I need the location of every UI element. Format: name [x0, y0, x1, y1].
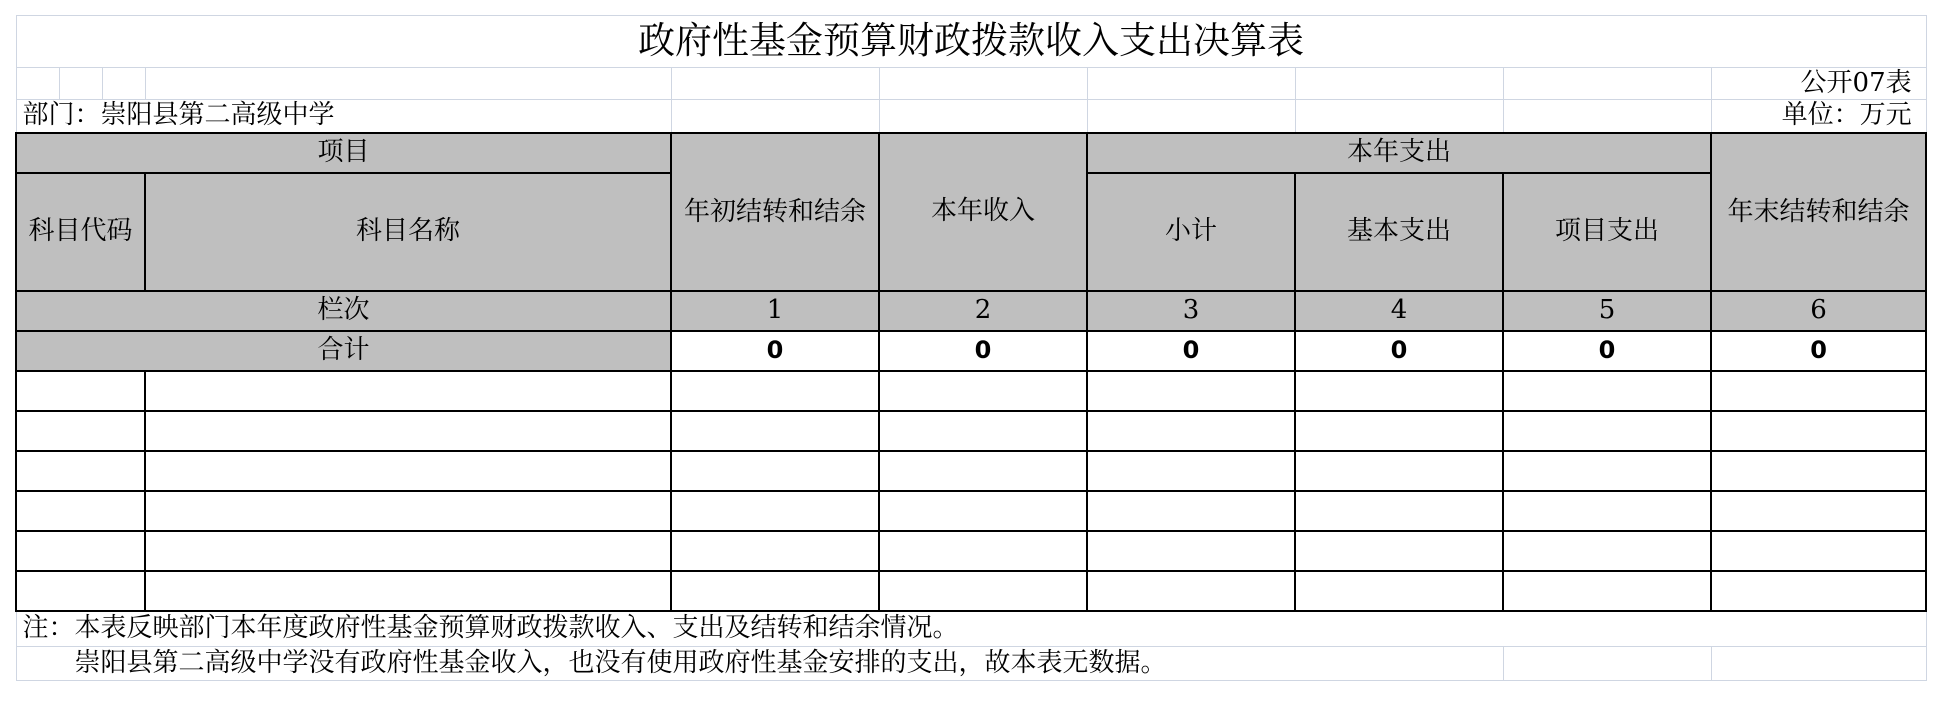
- value-cell[interactable]: [1087, 411, 1295, 451]
- empty-cell[interactable]: [1503, 647, 1711, 681]
- empty-cell[interactable]: [1087, 100, 1295, 133]
- empty-cell[interactable]: [1503, 68, 1711, 100]
- empty-cell[interactable]: [1711, 647, 1926, 681]
- value-cell[interactable]: [1295, 571, 1503, 611]
- code-cell[interactable]: [16, 571, 145, 611]
- value-cell[interactable]: [671, 491, 879, 531]
- value-cell[interactable]: [1503, 411, 1711, 451]
- name-cell[interactable]: [145, 411, 671, 451]
- table-row: [16, 531, 1926, 571]
- value-cell[interactable]: [1087, 371, 1295, 411]
- value-cell[interactable]: [1711, 411, 1926, 451]
- column-index: 5: [1503, 291, 1711, 331]
- header-code: 科目代码: [16, 173, 145, 291]
- header-expense-group: 本年支出: [1087, 133, 1711, 173]
- header-basic: 基本支出: [1295, 173, 1503, 291]
- name-cell[interactable]: [145, 371, 671, 411]
- column-index: 3: [1087, 291, 1295, 331]
- value-cell[interactable]: [1295, 371, 1503, 411]
- value-cell[interactable]: [879, 451, 1087, 491]
- value-cell[interactable]: [1711, 491, 1926, 531]
- budget-table: [15, 15, 1927, 681]
- header-name: 科目名称: [145, 173, 671, 291]
- name-cell[interactable]: [145, 491, 671, 531]
- value-cell[interactable]: [671, 451, 879, 491]
- empty-cell[interactable]: [59, 68, 102, 100]
- header-begin-balance: 年初结转和结余: [671, 133, 879, 291]
- value-cell[interactable]: [879, 491, 1087, 531]
- value-cell[interactable]: [1087, 491, 1295, 531]
- name-cell[interactable]: [145, 531, 671, 571]
- code-cell[interactable]: [16, 451, 145, 491]
- column-index: 1: [671, 291, 879, 331]
- value-cell[interactable]: [1087, 531, 1295, 571]
- empty-cell[interactable]: [1087, 68, 1295, 100]
- value-cell[interactable]: [671, 371, 879, 411]
- value-cell[interactable]: [1503, 571, 1711, 611]
- value-cell[interactable]: [671, 531, 879, 571]
- total-value[interactable]: 0: [1711, 331, 1926, 371]
- value-cell[interactable]: [1503, 531, 1711, 571]
- value-cell[interactable]: [1295, 411, 1503, 451]
- value-cell[interactable]: [1711, 451, 1926, 491]
- value-cell[interactable]: [879, 411, 1087, 451]
- column-index: 2: [879, 291, 1087, 331]
- name-cell[interactable]: [145, 451, 671, 491]
- empty-cell[interactable]: [671, 100, 879, 133]
- empty-cell[interactable]: [1295, 100, 1503, 133]
- empty-cell[interactable]: [1503, 100, 1711, 133]
- empty-cell[interactable]: [16, 68, 59, 100]
- value-cell[interactable]: [1087, 451, 1295, 491]
- unit-label: 单位：万元: [1711, 100, 1926, 133]
- department-label: 部门：崇阳县第二高级中学: [16, 100, 671, 133]
- value-cell[interactable]: [671, 571, 879, 611]
- total-value[interactable]: 0: [879, 331, 1087, 371]
- empty-cell[interactable]: [671, 68, 879, 100]
- total-value[interactable]: 0: [671, 331, 879, 371]
- value-cell[interactable]: [1711, 371, 1926, 411]
- value-cell[interactable]: [1295, 531, 1503, 571]
- value-cell[interactable]: [671, 411, 879, 451]
- empty-cell[interactable]: [102, 68, 145, 100]
- column-index-label: 栏次: [16, 291, 671, 331]
- value-cell[interactable]: [879, 371, 1087, 411]
- table-row: [16, 451, 1926, 491]
- value-cell[interactable]: [879, 531, 1087, 571]
- table-row: [16, 371, 1926, 411]
- value-cell[interactable]: [1503, 491, 1711, 531]
- note-line-1: 注：本表反映部门本年度政府性基金预算财政拨款收入、支出及结转和结余情况。: [16, 611, 1926, 647]
- header-subtotal: 小计: [1087, 173, 1295, 291]
- name-cell[interactable]: [145, 571, 671, 611]
- value-cell[interactable]: [1503, 371, 1711, 411]
- page-title: 政府性基金预算财政拨款收入支出决算表: [16, 16, 1926, 68]
- header-project: 项目支出: [1503, 173, 1711, 291]
- header-income: 本年收入: [879, 133, 1087, 291]
- value-cell[interactable]: [879, 571, 1087, 611]
- column-index: 4: [1295, 291, 1503, 331]
- value-cell[interactable]: [1295, 451, 1503, 491]
- total-value[interactable]: 0: [1295, 331, 1503, 371]
- form-number: 公开07表: [1711, 68, 1926, 100]
- value-cell[interactable]: [1711, 531, 1926, 571]
- column-index: 6: [1711, 291, 1926, 331]
- table-row: [16, 491, 1926, 531]
- header-end-balance: 年末结转和结余: [1711, 133, 1926, 291]
- note-line-2: 崇阳县第二高级中学没有政府性基金收入，也没有使用政府性基金安排的支出，故本表无数据。: [16, 647, 1503, 681]
- empty-cell[interactable]: [879, 100, 1087, 133]
- empty-cell[interactable]: [879, 68, 1087, 100]
- value-cell[interactable]: [1295, 491, 1503, 531]
- value-cell[interactable]: [1503, 451, 1711, 491]
- code-cell[interactable]: [16, 531, 145, 571]
- empty-cell[interactable]: [1295, 68, 1503, 100]
- code-cell[interactable]: [16, 491, 145, 531]
- total-value[interactable]: 0: [1087, 331, 1295, 371]
- value-cell[interactable]: [1711, 571, 1926, 611]
- total-value[interactable]: 0: [1503, 331, 1711, 371]
- empty-cell[interactable]: [145, 68, 671, 100]
- table-row: [16, 411, 1926, 451]
- table-row: [16, 571, 1926, 611]
- code-cell[interactable]: [16, 411, 145, 451]
- value-cell[interactable]: [1087, 571, 1295, 611]
- total-label: 合计: [16, 331, 671, 371]
- code-cell[interactable]: [16, 371, 145, 411]
- header-item: 项目: [16, 133, 671, 173]
